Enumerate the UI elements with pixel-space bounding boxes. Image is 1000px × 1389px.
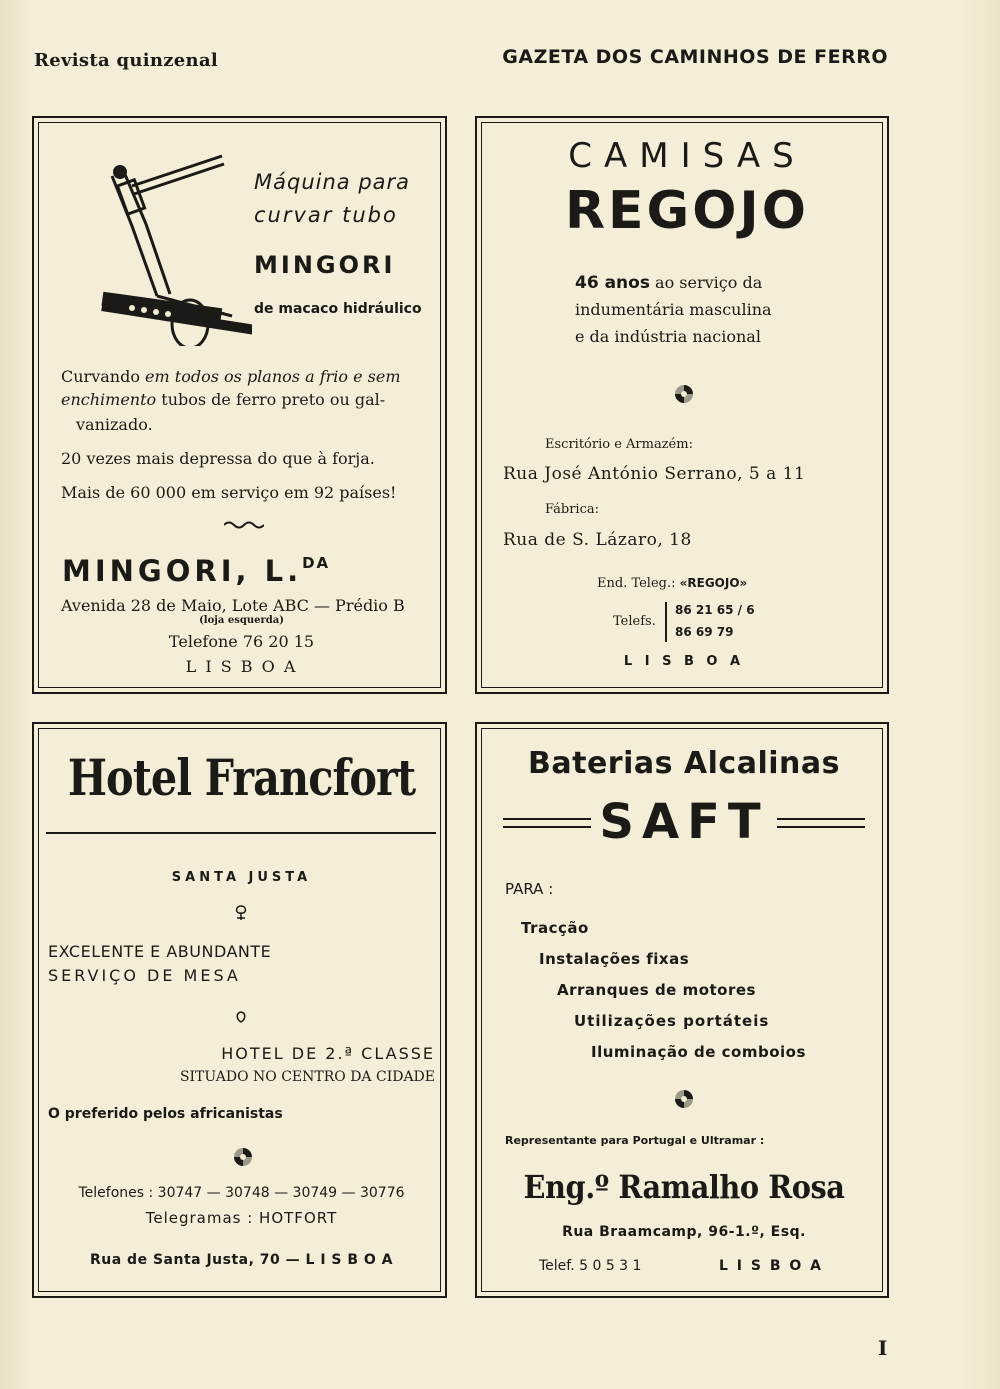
regojo-phones-brace bbox=[665, 602, 667, 642]
saft-use-4: Iluminação de comboios bbox=[591, 1043, 806, 1061]
regojo-factory-label: Fábrica: bbox=[545, 502, 599, 517]
francfort-location: SANTA JUSTA bbox=[171, 870, 312, 885]
header-periodicity: Revista quinzenal bbox=[34, 50, 219, 71]
mingori-phone: Telefone 76 20 15 bbox=[168, 632, 315, 651]
francfort-telegrams: Telegramas : HOTFORT bbox=[145, 1209, 338, 1227]
regojo-office-address: Rua José António Serrano, 5 a 11 bbox=[503, 464, 806, 484]
ad-hotel-francfort bbox=[32, 722, 447, 1298]
saft-rule-right-2 bbox=[777, 826, 865, 828]
mingori-body-italic: em todos os planos a frio e sem bbox=[145, 367, 401, 386]
saft-phone: Telef. 5 0 5 3 1 bbox=[539, 1258, 642, 1274]
saft-brand: SAFT bbox=[599, 794, 769, 850]
pipe-bender-machine-icon bbox=[62, 146, 252, 346]
saft-para-label: PARA : bbox=[505, 880, 554, 898]
regojo-city: L I S B O A bbox=[623, 654, 745, 669]
ad-regojo bbox=[475, 116, 889, 694]
mingori-body-text: tubos de ferro preto ou gal- bbox=[156, 390, 386, 409]
regojo-phone-1: 86 21 65 / 6 bbox=[675, 603, 755, 617]
francfort-service-line1: EXCELENTE E ABUNDANTE bbox=[48, 942, 272, 961]
francfort-class: HOTEL DE 2.ª CLASSE bbox=[221, 1044, 435, 1063]
saft-use-1: Instalações fixas bbox=[539, 950, 690, 968]
mingori-company bbox=[62, 554, 330, 588]
regojo-factory-address: Rua de S. Lázaro, 18 bbox=[503, 530, 692, 550]
mingori-city: L I S B O A bbox=[185, 657, 298, 676]
saft-rule-left-1 bbox=[503, 818, 591, 820]
mingori-body-line3: vanizado. bbox=[76, 415, 153, 434]
regojo-tagline-text: ao serviço da bbox=[649, 273, 763, 292]
regojo-kicker: CAMISAS bbox=[568, 136, 806, 176]
swirl-ornament-icon bbox=[673, 383, 695, 405]
mingori-subtitle: de macaco hidráulico bbox=[254, 301, 422, 317]
saft-rule-right-1 bbox=[777, 818, 865, 820]
saft-rep-label: Representante para Portugal e Ultramar : bbox=[505, 1134, 765, 1147]
saft-rep-name: Eng.º Ramalho Rosa bbox=[523, 1168, 845, 1206]
regojo-tagline-line2: indumentária masculina bbox=[575, 300, 772, 319]
wave-divider-icon bbox=[224, 520, 264, 530]
saft-use-3: Utilizações portáteis bbox=[574, 1012, 770, 1030]
fleuron-ornament-icon bbox=[231, 1010, 251, 1024]
francfort-preferred: O preferido pelos africanistas bbox=[48, 1106, 283, 1122]
mingori-body-text: Curvando bbox=[61, 367, 146, 386]
francfort-situated: SITUADO NO CENTRO DA CIDADE bbox=[179, 1069, 435, 1085]
mingori-address-note: (loja esquerda) bbox=[199, 615, 284, 626]
saft-headline: Baterias Alcalinas bbox=[528, 746, 840, 781]
ad-mingori bbox=[32, 116, 447, 694]
francfort-phones: Telefones : 30747 — 30748 — 30749 — 30776 bbox=[78, 1185, 405, 1201]
swirl-ornament-icon bbox=[673, 1088, 695, 1110]
saft-rule-left-2 bbox=[503, 826, 591, 828]
mingori-company-suffix: DA bbox=[302, 554, 331, 572]
mingori-address: Avenida 28 de Maio, Lote ABC — Prédio B bbox=[61, 596, 405, 615]
regojo-phones-label: Telefs. bbox=[613, 614, 656, 629]
saft-use-0: Tracção bbox=[521, 919, 589, 937]
page-number: I bbox=[878, 1336, 888, 1360]
francfort-address: Rua de Santa Justa, 70 — L I S B O A bbox=[89, 1252, 394, 1268]
regojo-brand: REGOJO bbox=[564, 181, 809, 241]
header-journal-title: GAZETA DOS CAMINHOS DE FERRO bbox=[502, 46, 888, 68]
fleuron-ornament-icon bbox=[231, 904, 251, 922]
ad-saft bbox=[475, 722, 889, 1298]
regojo-phone-2: 86 69 79 bbox=[675, 625, 734, 639]
regojo-telegraph bbox=[597, 576, 747, 591]
mingori-company-name: MINGORI, L. bbox=[62, 554, 303, 588]
regojo-teleg-label: End. Teleg.: bbox=[597, 576, 676, 591]
mingori-usage-count: Mais de 60 000 em serviço em 92 países! bbox=[61, 483, 397, 502]
regojo-teleg-value: «REGOJO» bbox=[679, 576, 748, 590]
francfort-underline bbox=[46, 832, 436, 834]
saft-rep-address: Rua Braamcamp, 96-1.º, Esq. bbox=[562, 1224, 806, 1240]
regojo-years: 46 anos bbox=[575, 273, 650, 293]
swirl-ornament-icon bbox=[232, 1146, 254, 1168]
mingori-body-italic: enchimento bbox=[61, 390, 157, 409]
regojo-tagline-line1 bbox=[575, 273, 762, 293]
regojo-tagline-line3: e da indústria nacional bbox=[575, 327, 761, 346]
saft-use-2: Arranques de motores bbox=[557, 981, 756, 999]
mingori-body-line1 bbox=[61, 367, 401, 386]
mingori-title-line2: curvar tubo bbox=[254, 203, 398, 227]
saft-city: L I S B O A bbox=[719, 1258, 823, 1274]
regojo-office-label: Escritório e Armazém: bbox=[545, 437, 693, 452]
mingori-body-line2 bbox=[61, 390, 385, 409]
mingori-brand: MINGORI bbox=[254, 251, 396, 279]
mingori-title-line1: Máquina para bbox=[254, 170, 411, 194]
francfort-name: Hotel Francfort bbox=[67, 748, 416, 807]
francfort-service-line2: SERVIÇO DE MESA bbox=[48, 966, 241, 985]
mingori-speed-claim: 20 vezes mais depressa do que à forja. bbox=[61, 449, 375, 468]
